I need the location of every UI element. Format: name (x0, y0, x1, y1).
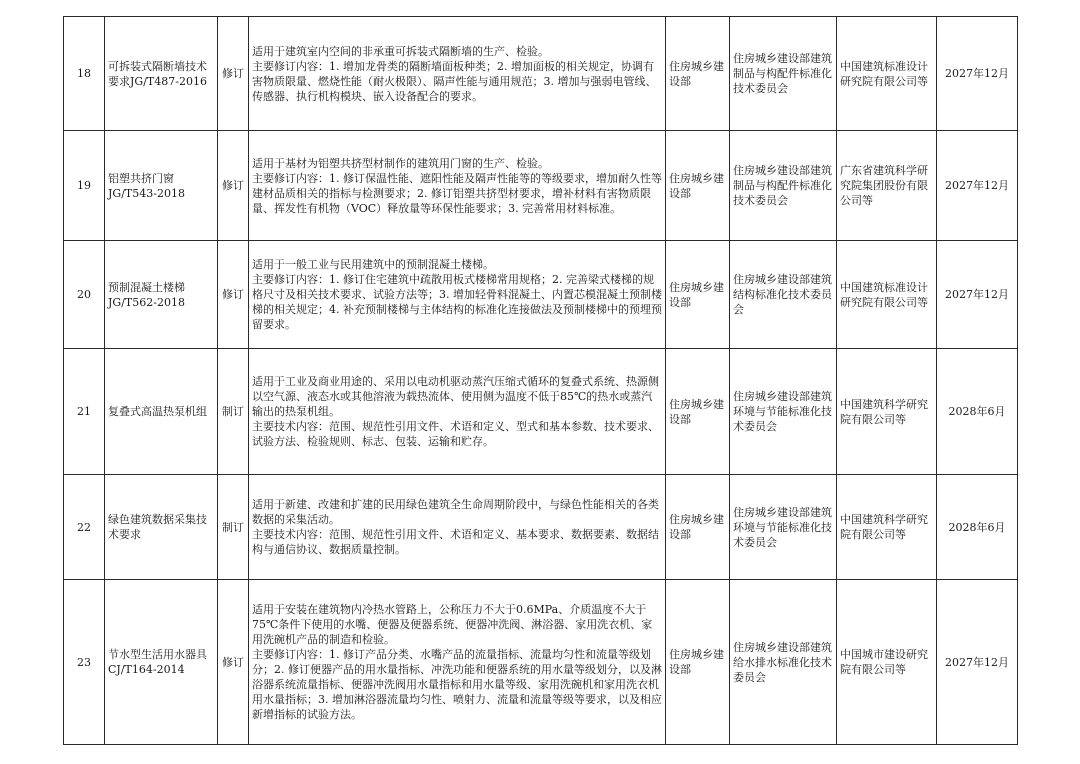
standards-plan-table (63, 16, 1018, 745)
responsible-department: 住房城乡建设部 (666, 17, 730, 131)
revision-type: 修订 (218, 580, 249, 745)
drafting-organization: 中国建筑标准设计研究院有限公司等 (837, 17, 937, 131)
drafting-organization: 中国城市建设研究院有限公司等 (837, 580, 937, 745)
scope-text: 适用于一般工业与民用建筑中的预制混凝土楼梯。 (252, 258, 494, 271)
standard-name: 可拆装式隔断墙技术要求JG/T487-2016 (105, 17, 218, 131)
content-text: 主要修订内容：1. 增加龙骨类的隔断墙面板种类；2. 增加面板的相关规定，协调有害物质限量、燃烧性能（耐火极限）、隔声性能与通用规范；3. 增加与强弱电管线、传感器、执行机构模块、嵌入设备配合的要求。 (252, 59, 657, 103)
row-number: 23 (64, 580, 105, 745)
revision-type: 修订 (218, 131, 249, 241)
responsible-department: 住房城乡建设部 (666, 475, 730, 580)
standard-description (249, 241, 666, 349)
standard-description (249, 131, 666, 241)
standard-description (249, 580, 666, 745)
content-text: 主要修订内容：1. 修订住宅建筑中疏散用板式楼梯常用规格；2. 完善梁式楼梯的规格尺寸及相关技术要求、试验方法等；3. 增加轻骨料混凝土、内置芯模混凝土预制楼梯的相关规定；4. 补充预制楼梯与主体结构的标准化连接做法及预制楼梯中的预埋预留要求。 (252, 273, 662, 331)
content-text: 主要技术内容：范围、规范性引用文件、术语和定义、型式和基本参数、技术要求、试验方法、检验规则、标志、包装、运输和贮存。 (252, 420, 659, 448)
revision-type: 制订 (218, 475, 249, 580)
standard-description (249, 17, 666, 131)
table-row (64, 580, 1018, 745)
responsible-department: 住房城乡建设部 (666, 131, 730, 241)
drafting-organization: 中国建筑标准设计研究院有限公司等 (837, 241, 937, 349)
revision-type: 修订 (218, 241, 249, 349)
row-number: 20 (64, 241, 105, 349)
scope-text: 适用于新建、改建和扩建的民用绿色建筑全生命周期阶段中，与绿色性能相关的各类数据的采集活动。 (252, 498, 659, 526)
scope-text: 适用于建筑室内空间的非承重可拆装式隔断墙的生产、检验。 (252, 44, 549, 58)
standard-name: 预制混凝土楼梯JG/T562-2018 (105, 241, 218, 349)
content-text: 主要技术内容：范围、规范性引用文件、术语和定义、基本要求、数据要素、数据结构与通信协议、数据质量控制。 (252, 528, 659, 556)
completion-date: 2027年12月 (937, 580, 1018, 745)
content-text: 主要修订内容：1. 修订保温性能、遮阳性能及隔声性能等的等级要求，增加耐久性等建材品质相关的指标与检测要求；2. 修订铝塑共挤型材要求，增补材料有害物质限量、挥发性有机物（VOC）释放量等环保性能要求；3. 完善常用材料标准。 (252, 171, 662, 215)
table-row (64, 131, 1018, 241)
drafting-organization: 中国建筑科学研究院有限公司等 (837, 349, 937, 475)
completion-date: 2027年12月 (937, 241, 1018, 349)
completion-date: 2027年12月 (937, 17, 1018, 131)
standard-name: 节水型生活用水器具CJ/T164-2014 (105, 580, 218, 745)
technical-committee: 住房城乡建设部建筑环境与节能标准化技术委员会 (730, 475, 837, 580)
scope-text: 适用于安装在建筑物内冷热水管路上，公称压力不大于0.6MPa、介质温度不大于75℃条件下使用的水嘴、便器及便器系统、便器冲洗阀、淋浴器、家用洗衣机、家用洗碗机产品的制造和检验。 (252, 603, 653, 646)
row-number: 19 (64, 131, 105, 241)
responsible-department: 住房城乡建设部 (666, 241, 730, 349)
technical-committee: 住房城乡建设部建筑制品与构配件标准化技术委员会 (730, 17, 837, 131)
table-row (64, 349, 1018, 475)
completion-date: 2027年12月 (937, 131, 1018, 241)
row-number: 21 (64, 349, 105, 475)
standard-name: 复叠式高温热泵机组 (105, 349, 218, 475)
drafting-organization: 广东省建筑科学研究院集团股份有限公司等 (837, 131, 937, 241)
technical-committee: 住房城乡建设部建筑结构标准化技术委员会 (730, 241, 837, 349)
standard-name: 绿色建筑数据采集技术要求 (105, 475, 218, 580)
table-row (64, 17, 1018, 131)
completion-date: 2028年6月 (937, 349, 1018, 475)
revision-type: 修订 (218, 17, 249, 131)
content-text: 主要修订内容：1. 修订产品分类、水嘴产品的流量指标、流量均匀性和流量等级划分；2. 修订便器产品的用水量指标、冲洗功能和便器系统的用水量等级划分，以及淋浴器系统流量指标、便器冲洗阀用水量指标和用水量等级、家用洗碗机和家用洗衣机用水量指标；3. 增加淋浴器流量均匀性、喷射力、流量和流量等级等要求，以及相应新增指标的试验方法。 (252, 648, 662, 721)
technical-committee: 住房城乡建设部建筑给水排水标准化技术委员会 (730, 580, 837, 745)
scope-text: 适用于工业及商业用途的、采用以电动机驱动蒸汽压缩式循环的复叠式系统、热源侧以空气源、液态水或其他溶液为载热流体、使用侧为温度不低于85℃的热水或蒸汽输出的热泵机组。 (252, 375, 659, 418)
table-row (64, 475, 1018, 580)
standard-description (249, 475, 666, 580)
scope-text: 适用于基材为铝塑共挤型材制作的建筑用门窗的生产、检验。 (252, 156, 549, 170)
drafting-organization: 中国建筑科学研究院有限公司等 (837, 475, 937, 580)
table-row (64, 241, 1018, 349)
revision-type: 制订 (218, 349, 249, 475)
technical-committee: 住房城乡建设部建筑环境与节能标准化技术委员会 (730, 349, 837, 475)
row-number: 18 (64, 17, 105, 131)
standard-name: 铝塑共挤门窗JG/T543-2018 (105, 131, 218, 241)
standard-description (249, 349, 666, 475)
technical-committee: 住房城乡建设部建筑制品与构配件标准化技术委员会 (730, 131, 837, 241)
responsible-department: 住房城乡建设部 (666, 580, 730, 745)
completion-date: 2028年6月 (937, 475, 1018, 580)
responsible-department: 住房城乡建设部 (666, 349, 730, 475)
row-number: 22 (64, 475, 105, 580)
